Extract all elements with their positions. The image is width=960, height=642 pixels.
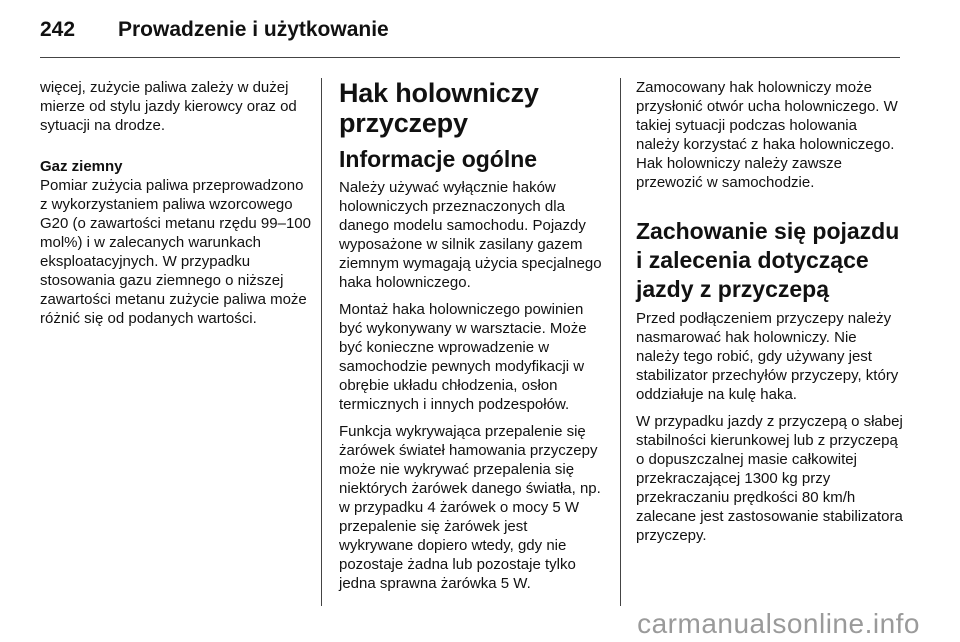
trailer-paragraph-2: W przypadku jazdy z przyczepą o słabej stabilności kierunkowej lub z przyczepą o dopuszczalnej masie całkowitej przekraczającej 1300 kg przy przekraczaniu prędkości 80 km/h zalecane jest zastosowanie stabilizatora przyczepy. [636,413,903,544]
section-heading-tow-hitch: Hak holowniczy przyczepy [339,78,539,138]
page-number: 242 [40,18,76,41]
intro-paragraph: więcej, zużycie paliwa zależy w dużej mierze od stylu jazdy kierowcy oraz od sytuacji na drodze. [40,79,297,134]
column-middle [339,78,605,601]
running-title: Prowadzenie i użytkowanie [118,18,389,41]
page-header [40,18,900,58]
section-heading-driving-with-trailer: Zachowanie się pojazdu i zalecenia dotyczące jazdy z przyczepą [636,218,900,302]
tow-hitch-paragraph-1: Należy używać wyłącznie haków holowniczych przeznaczonych dla danego modelu samochodu. Pojazdy wyposażone w silnik zasilany gazem ziemnym wymagają użycia specjalnego haka holowniczego. [339,179,602,291]
subheading-natural-gas: Gaz ziemny [40,158,123,175]
column-right [636,78,904,553]
tow-hitch-paragraph-2: Montaż haka holowniczego powinien być wykonywany w warsztacie. Może być konieczne wprowadzenie w samochodzie pewnych modyfikacji w obrębie układu chłodzenia, osłon termicznych i innych podzespołów. [339,301,587,413]
header-rule [40,57,900,58]
watermark: carmanualsonline.info [637,608,920,639]
column-left [40,78,312,336]
trailer-paragraph-1: Przed podłączeniem przyczepy należy nasmarować hak holowniczy. Nie należy tego robić, gdy używany jest stabilizator przechyłów przyczepy, który oddziałuje na kulę haka. [636,310,899,403]
tow-eye-paragraph: Zamocowany hak holowniczy może przysłonić otwór ucha holowniczego. W takiej sytuacji podczas holowania należy korzystać z haka holowniczego. Hak holowniczy należy zawsze przewozić w samochodzie. [636,79,898,191]
subheading-general-info: Informacje ogólne [339,146,538,172]
column-divider-2 [620,78,621,606]
tow-hitch-paragraph-3: Funkcja wykrywająca przepalenie się żarówek świateł hamowania przyczepy może nie wykrywać przepalenia się niektórych żarówek danego światła, np. w przypadku 4 żarówek o mocy 5 W przepalenie się żarówek jest wykrywane dopiero wtedy, gdy nie pozostaje żadna lub pozostaje tylko jedna sprawna żarówka 5 W. [339,423,601,592]
column-divider-1 [321,78,322,606]
natural-gas-paragraph: Pomiar zużycia paliwa przeprowadzono z wykorzystaniem paliwa wzorcowego G20 (o zawartości metanu rzędu 99–100 mol%) i w zalecanych warunkach eksploatacyjnych. W przypadku stosowania gazu ziemnego o niższej zawartości metanu zużycie paliwa może różnić się od podanych wartości. [40,177,311,327]
